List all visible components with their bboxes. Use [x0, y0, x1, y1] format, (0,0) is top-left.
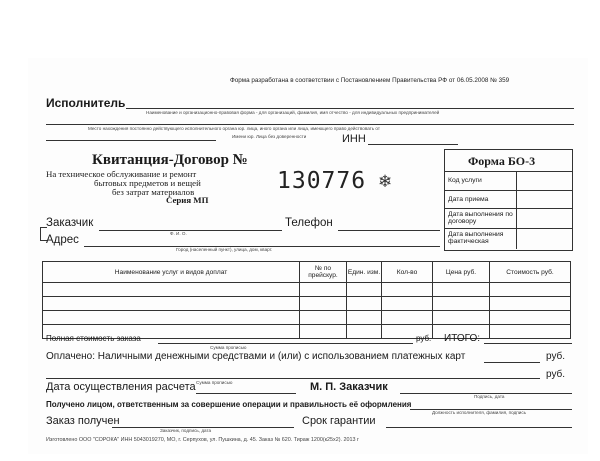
receipt-date-field[interactable]: [517, 191, 571, 208]
legal-note: Форма разработана в соответствии с Постановлением Правительства РФ от 06.05.2008 № 359: [230, 77, 510, 84]
form-code-title: Форма БО-3: [468, 154, 536, 168]
responsible-label: Получено лицом, ответственным за совершение операции и правильность её оформления: [46, 400, 412, 409]
table-row[interactable]: [43, 311, 571, 325]
actual-date-field[interactable]: [517, 229, 571, 249]
col-price-list-no: № по прейскур.: [300, 262, 347, 283]
signature-caption: Подпись, дата: [474, 394, 505, 399]
table-row[interactable]: [43, 283, 571, 297]
sum-words-caption: Сумма прописью: [210, 345, 247, 350]
inn-line[interactable]: [368, 144, 458, 145]
executor-authority-caption: Имени юр. Лица без доверенности: [232, 134, 307, 139]
authority-line[interactable]: [46, 140, 216, 141]
paid-amount-line[interactable]: [484, 362, 540, 363]
col-quantity: Кол-во: [382, 262, 433, 283]
service-code-field[interactable]: [517, 172, 571, 190]
full-cost-line[interactable]: [158, 343, 413, 344]
rub-label: руб.: [416, 334, 432, 343]
form-code-box: [444, 149, 573, 251]
phone-label: Телефон: [285, 217, 333, 229]
inn-label: ИНН: [342, 133, 366, 145]
col-service-name: Наименование услуг и видов доплат: [43, 262, 300, 283]
order-received-caption: Заказчик, подпись, дата: [160, 428, 212, 433]
customer-name-line[interactable]: [99, 230, 282, 231]
full-cost-label: Полная стоимость заказа: [46, 334, 141, 343]
actual-date-label: Дата выполнения фактическая: [448, 231, 504, 245]
settlement-date-label: Дата осуществления расчета: [46, 381, 196, 393]
title-line-3: без затрат материалов: [112, 187, 195, 197]
snowflake-icon: ❄: [378, 172, 393, 192]
paid-words-line[interactable]: [46, 378, 540, 379]
receipt-date-label: Дата приема: [448, 196, 489, 203]
col-price: Цена руб.: [433, 262, 490, 283]
table-row[interactable]: [43, 297, 571, 311]
settlement-date-line[interactable]: [196, 393, 296, 394]
executor-caption: Наименование и организационно-правовая форма - для организаций, фамилия, имя отчество - для индивидуальных предпринимателей: [146, 110, 440, 115]
order-received-label: Заказ получен: [46, 415, 120, 427]
executor-address-line[interactable]: [46, 124, 574, 125]
receipt-number: 130776: [277, 168, 367, 194]
due-date-field[interactable]: [517, 209, 571, 228]
paid-rub-label: руб.: [546, 351, 566, 362]
table-header-row: [43, 262, 571, 283]
col-unit: Един. изм.: [347, 262, 382, 283]
executor-line[interactable]: [126, 108, 574, 109]
printer-footer: Изготовлено ООО "СОРОКА" ИНН 5043019270, МО, г. Серпухов, ул. Пушкина, д. 45. Заказ № 620. Тираж 1200(к25х2). 2013 г: [46, 437, 359, 443]
warranty-line[interactable]: [386, 427, 572, 428]
series-label: Серия МП: [166, 195, 209, 205]
title-line-2: бытовых предметов и вещей: [94, 178, 201, 188]
customer-caption: Ф. И. О.: [170, 231, 187, 236]
paid-rub-label-2: руб.: [546, 369, 566, 380]
warranty-label: Срок гарантии: [302, 415, 376, 427]
executor-address-caption: Место нахождения постоянно действующего исполнительного органа юр. лица, иного органа или лица, имеющего право действовать от: [88, 126, 380, 131]
sum-words-caption-2: Сумма прописью: [196, 380, 233, 385]
title-line-1: На техническое обслуживание и ремонт: [46, 169, 197, 179]
mp-customer-label: М. П. Заказчик: [310, 381, 388, 393]
col-cost: Стоимость руб.: [490, 262, 571, 283]
paid-label: Оплачено: Наличными денежными средствами и (или) с использованием платежных карт: [46, 351, 466, 362]
executor-label: Исполнитель: [46, 96, 126, 110]
receipt-title: Квитанция-Договор №: [92, 152, 248, 168]
address-label: Адрес: [46, 234, 79, 246]
total-line[interactable]: [484, 343, 572, 344]
service-code-label: Код услуги: [448, 177, 482, 184]
total-label: ИТОГО:: [444, 333, 481, 344]
services-table: [42, 261, 571, 339]
address-caption: Город (населенный пункт), улица, дом, кварт.: [176, 247, 273, 252]
responsible-caption: Должность исполнителя, фамилия, подпись: [432, 410, 527, 415]
due-date-label: Дата выполнения по договору: [448, 211, 513, 225]
customer-label: Заказчик: [46, 217, 94, 229]
phone-line[interactable]: [338, 230, 440, 231]
